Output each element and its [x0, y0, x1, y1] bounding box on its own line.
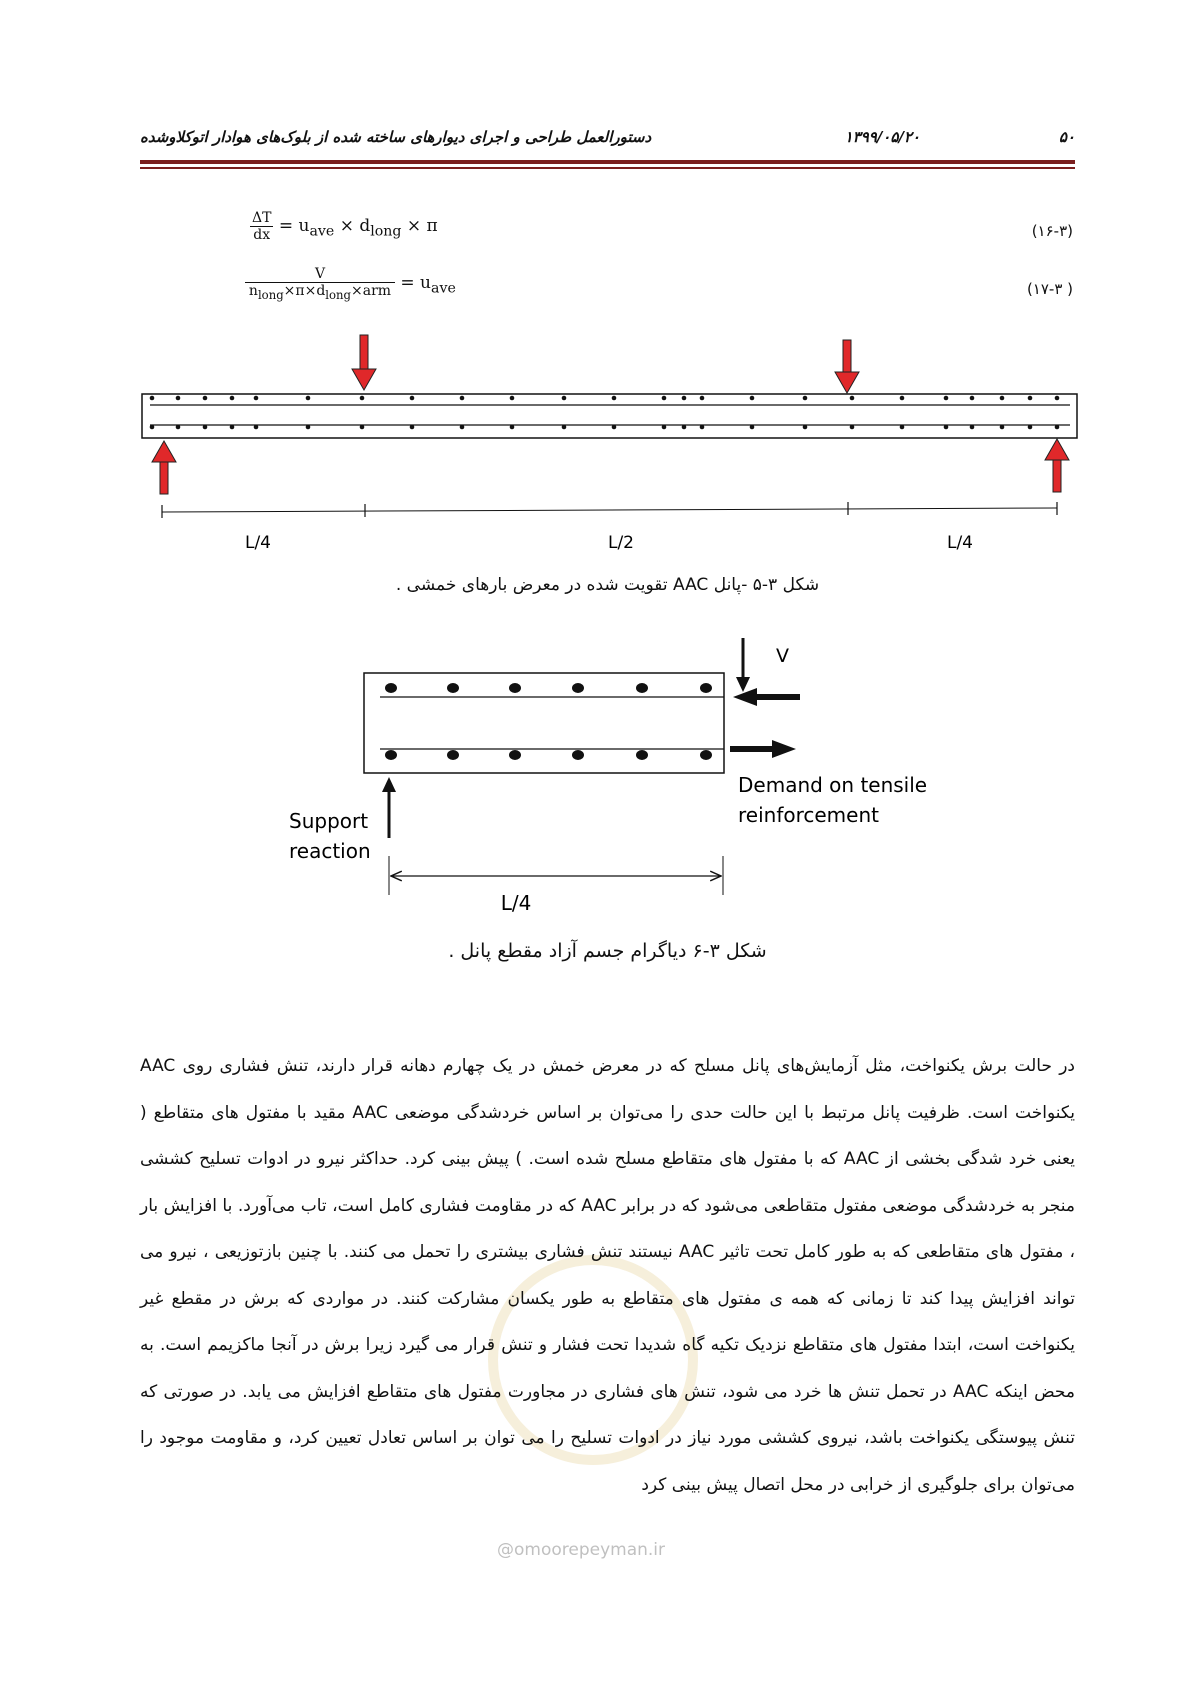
- demand-label-2: reinforcement: [738, 803, 879, 827]
- watermark-text: @omoorepeyman.ir: [497, 1540, 666, 1560]
- support-label-1: Support: [289, 809, 369, 833]
- section-rebar-dot: [572, 750, 584, 760]
- figure2-caption: شکل ۳-۶ دیاگرام جسم آزاد مقطع پانل .: [448, 940, 767, 962]
- dim-label-l2: L/2: [607, 533, 635, 553]
- support-label-2: reaction: [289, 839, 371, 863]
- header-date: ۱۳۹۹/۰۵/۲۰: [844, 128, 920, 146]
- section-rebar-dot: [509, 750, 521, 760]
- section-rebar-dot: [572, 683, 584, 693]
- equation-17-number: (۱۷-۳ ): [1026, 280, 1073, 298]
- panel-section-outline: [364, 673, 724, 773]
- section-rebar-dot: [509, 683, 521, 693]
- dim2-label: L/4: [500, 891, 532, 915]
- section-rebar-dot: [700, 683, 712, 693]
- figure1-caption: شکل ۳-۵ -پانل AAC تقویت شده در معرض بارهای خمشی .: [395, 575, 820, 595]
- body-paragraph: در حالت برش یکنواخت، مثل آزمایش‌های پانل مسلح که در معرض خمش در یک چهارم دهانه قرار دارند، تنش فشاری روی AAC یکنواخت است. ظرفیت پانل مرتبط با این حالت حدی را می‌توان بر اساس خردشدگی موضعی AAC مقید با مفتول های متقاطع ( یعنی خرد شدگی بخشی از AAC که با مفتول های متقاطع مسلح شده است. ) پیش بینی کرد. حداکثر نیرو در ادوات تسلیح کششی منجر به خردشدگی موضعی مفتول متقاطعی می‌شود که در برابر AAC که در مقاومت فشاری کامل است، تاب می‌آورد. با افزایش بار ، مفتول های متقاطعی که به طور کامل تحت تاثیر AAC نیستند تنش فشاری بیشتری را تحمل می کنند. با چنین بازتوزیعی ، نیرو می تواند افزایش پیدا کند تا زمانی که همه ی مفتول های متقاطع به طور یکسان مشارکت کنند. در مواردی که برش در مقطع غیر یکنواخت است، ابتدا مفتول های متقاطع نزدیک تکیه گاه شدیدا تحت فشار و تنش قرار می گیرد زیرا برش در آنجا ماکزیمم است. به محض اینکه AAC در تحمل تنش ها خرد می شود، تنش های فشاری در مجاورت مفتول های متقاطع افزایش می یابد. در صورتی که تنش پیوستگی یکنواخت باشد، نیروی کششی مورد نیاز در ادوات تسلیح را می توان بر اساس تعادل تعیین کرد، و مقاومت موجود را می‌توان برای جلوگیری از خرابی در محل اتصال پیش بینی کرد: [140, 1056, 1076, 1495]
- dim-label-l4-right: L/4: [946, 533, 974, 553]
- v-arrow-head: [736, 677, 750, 692]
- section-rebar-dot: [700, 750, 712, 760]
- section-rebar-dot: [385, 750, 397, 760]
- tension-arrow-head: [772, 740, 796, 758]
- section-rebar-dot: [636, 750, 648, 760]
- section-rebar-dot: [385, 683, 397, 693]
- support-arrow-head: [382, 777, 396, 792]
- equation-16-number: (۱۶-۳): [1031, 222, 1073, 240]
- page-number: ۵۰: [1058, 128, 1075, 146]
- demand-label-1: Demand on tensile: [738, 773, 928, 797]
- compression-arrow-head: [733, 688, 757, 706]
- section-rebar-dot: [447, 750, 459, 760]
- section-rebar-dot: [636, 683, 648, 693]
- equation-16: $\frac{\Delta T}{dx}$ = $u_{ave} \times d_{long} \times \pi$: [252, 210, 438, 243]
- dim-label-l4-left: L/4: [244, 533, 272, 553]
- v-label: V: [776, 645, 789, 667]
- equation-17: $\frac{V}{n_{long}\times\pi\times d_{long}\times arm}$ = $u_{ave}$: [245, 266, 456, 302]
- section-rebar-dot: [447, 683, 459, 693]
- header-title: دستورالعمل طراحی و اجرای دیوارهای ساخته شده از بلوک‌های هوادار اتوکلاوشده: [140, 128, 652, 146]
